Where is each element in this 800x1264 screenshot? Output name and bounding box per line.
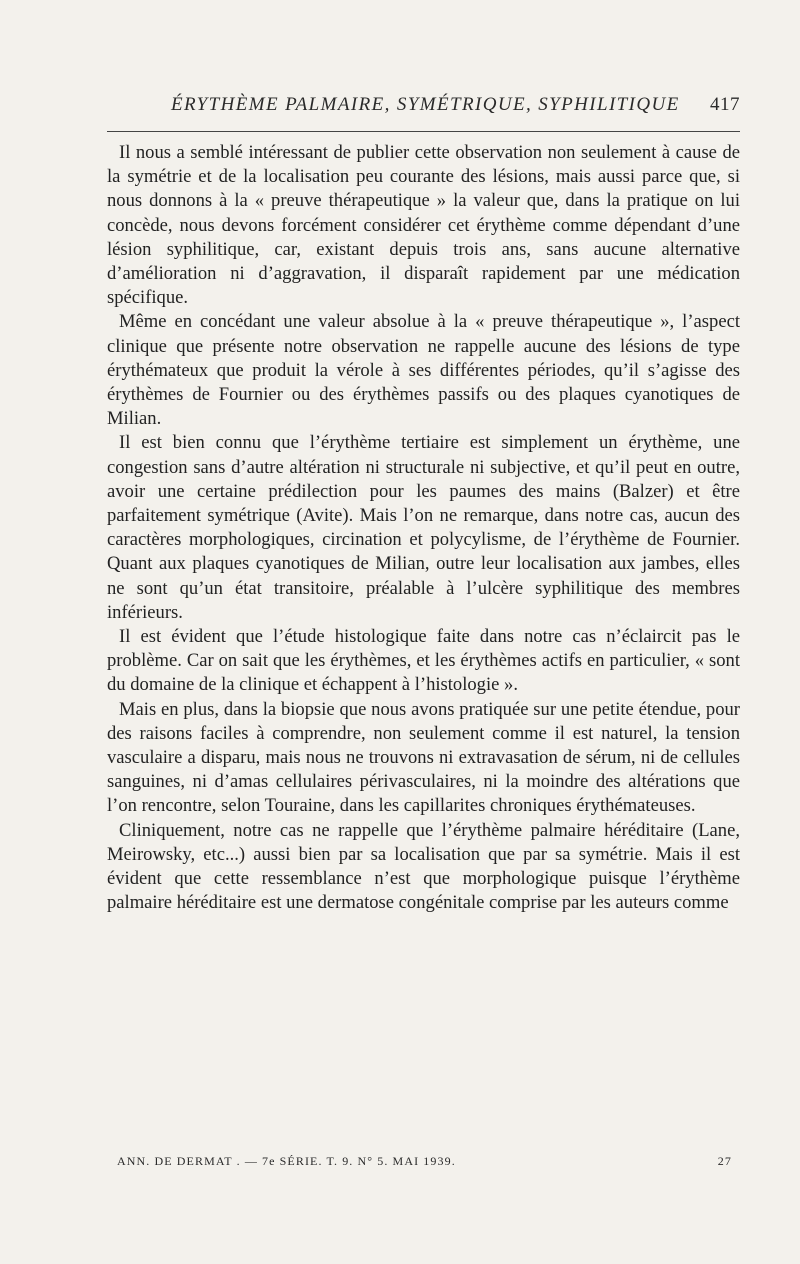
article-body bbox=[107, 141, 740, 916]
paragraph-5: Mais en plus, dans la biopsie que nous avons pratiquée sur une petite étendue, pour des raisons faciles à comprendre, non seulement comme il est naturel, la tension vasculaire a disparu, mais nous ne trouvons ni extravasation de sérum, ni de cellules sanguines, ni d’amas cellulaires périvasculaires, ni la moindre des altérations que l’on rencontre, selon Touraine, dans les capillarites chroniques érythémateuses. bbox=[107, 698, 740, 817]
paragraph-6: Cliniquement, notre cas ne rappelle que l’érythème palmaire héréditaire (Lane, Meirowsky, etc...) aussi bien par sa localisation que par sa symétrie. Mais il est évident que cette ressemblance n’est que morphologique puisque l’érythème palmaire héréditaire est une dermatose congénitale comprise par les auteurs comme bbox=[107, 819, 740, 914]
paragraph-4: Il est évident que l’étude histologique faite dans notre cas n’éclaircit pas le problème. Car on sait que les érythèmes, et les érythèmes actifs en particulier, « sont du domaine de la clinique et échappent à l’histologie ». bbox=[107, 626, 740, 696]
running-head bbox=[107, 94, 740, 122]
paragraph-1: Il nous a semblé intéressant de publier cette observation non seulement à cause de la symétrie et de la localisation peu courante des lésions, mais aussi parce que, si nous donnons à la « preuve thérapeutique » la valeur que, dans la pratique on lui concède, nous devons forcément considérer cet érythème comme dépendant d’une lésion syphilitique, car, existant depuis trois ans, sans aucune alternative d’amélioration ni d’aggravation, il disparaît rapidement par une médication spécifique. bbox=[107, 142, 740, 309]
paragraph-2: Même en concédant une valeur absolue à la « preuve thérapeutique », l’aspect clinique que présente notre observation ne rappelle aucune des lésions de type érythémateux que produit la vérole à ses différentes périodes, qu’il s’agisse des érythèmes de Fournier ou des érythèmes passifs ou des plaques cyanotiques de Milian. bbox=[107, 311, 740, 430]
paragraph-3: Il est bien connu que l’érythème tertiaire est simplement un érythème, une congestion sans d’autre altération ni structurale ni subjective, et qu’il peut en outre, avoir une certaine prédilection pour les paumes des mains (Balzer) et être parfaitement symétrique (Avite). Mais l’on ne remarque, dans notre cas, aucun des caractères morphologiques, circination et polycylisme, de l’érythème de Fournier. Quant aux plaques cyanotiques de Milian, outre leur localisation aux jambes, elles ne sont qu’un état transitoire, préalable à l’ulcère syphilitique des membres inférieurs. bbox=[107, 432, 740, 623]
signature-mark: 27 bbox=[717, 1154, 732, 1168]
journal-reference: ANN. DE DERMAT . — 7e SÉRIE. T. 9. N° 5. MAI 1939. bbox=[117, 1154, 456, 1168]
running-title: ÉRYTHÈME PALMAIRE, SYMÉTRIQUE, SYPHILITIQUE bbox=[171, 94, 680, 115]
header-rule bbox=[107, 131, 740, 132]
page-footer bbox=[117, 1154, 732, 1174]
page-number: 417 bbox=[710, 94, 740, 115]
